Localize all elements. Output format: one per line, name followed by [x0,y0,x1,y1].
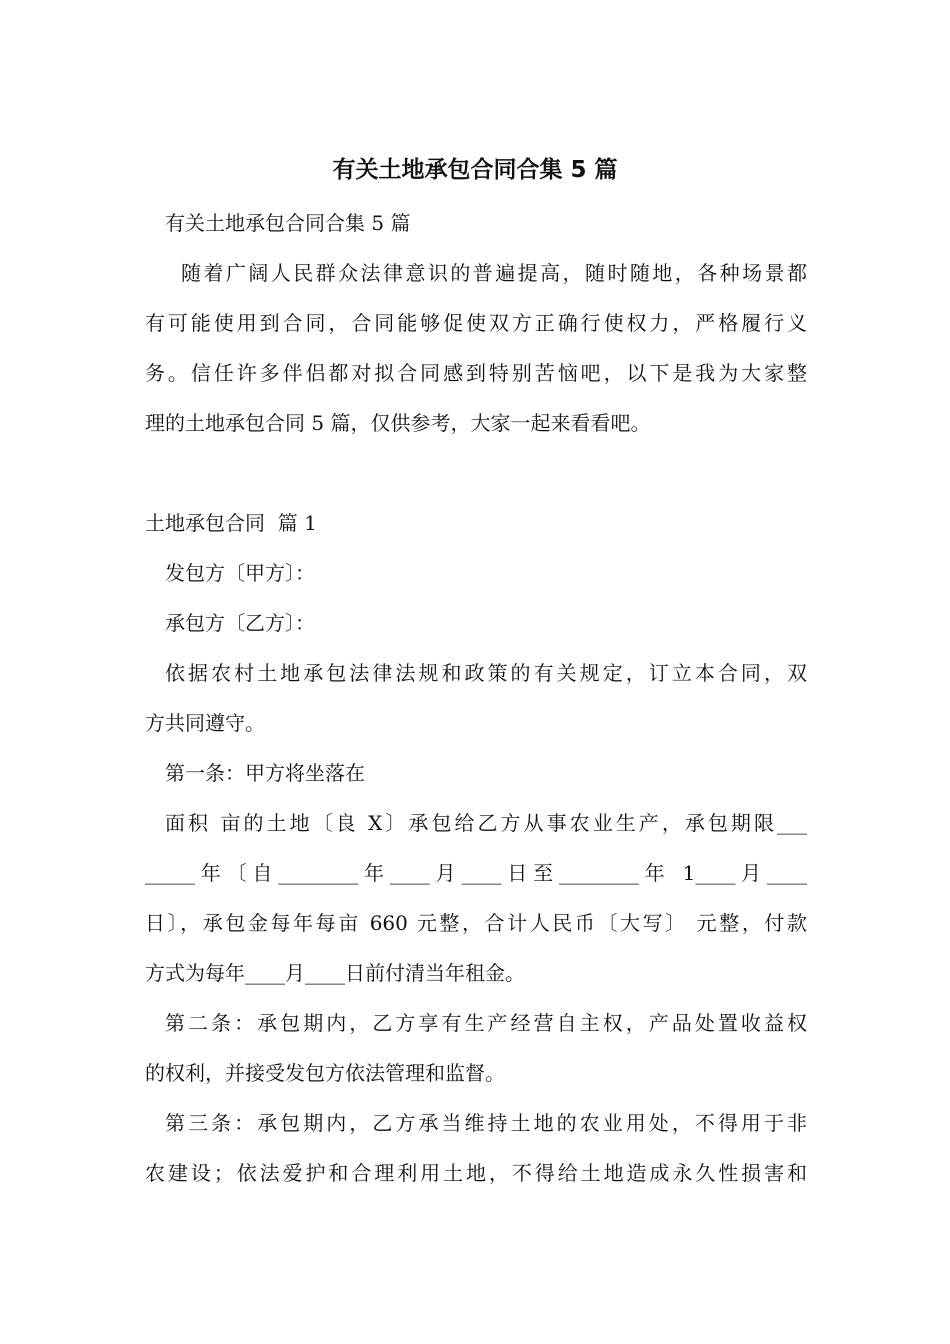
article1-line: 方式为每年____月____日前付清当年租金。 [145,961,525,985]
document-title: 有关土地承包合同合集 5 篇 [332,157,618,183]
article1-paragraph [145,798,807,998]
intro-line: 随着广阔人民群众法律意识的普遍提高，随时随地，各种场景都 [181,261,807,285]
intro-line: 有可能使用到合同，合同能够促使双方正确行使权力，严格履行义 [145,311,807,335]
article1-line: 日〕，承包金每年每亩 660 元整，合计人民币〔大写〕 元整，付款 [145,911,807,935]
preamble-line: 方共同遵守。 [145,711,265,735]
intro-paragraph [145,248,807,448]
paragraph-gap [145,448,807,498]
preamble-line: 依据农村土地承包法律法规和政策的有关规定，订立本合同，双 [165,661,807,685]
section-heading: 土地承包合同 篇 1 [145,511,317,535]
party-a-line: 发包方〔甲方〕： [165,561,315,585]
intro-line: 理的土地承包合同 5 篇，仅供参考，大家一起来看看吧。 [145,411,651,435]
article1-line: 面积 亩的土地〔良 X〕承包给乙方从事农业生产，承包期限___ [165,811,807,835]
document-subtitle: 有关土地承包合同合集 5 篇 [165,211,411,235]
article2-paragraph [145,998,807,1098]
article3-paragraph [145,1098,807,1198]
article2-line: 第二条：承包期内，乙方享有生产经营自主权，产品处置收益权 [165,1011,807,1035]
preamble-paragraph [145,648,807,748]
article1-line: _____年〔自________年____月____日至________年 1____月____ [145,861,807,885]
document-body [145,198,807,1198]
intro-line: 务。信任许多伴侣都对拟合同感到特别苦恼吧，以下是我为大家整 [145,361,807,385]
party-b-line: 承包方〔乙方〕： [165,611,315,635]
article1-heading: 第一条：甲方将坐落在 [165,761,365,785]
article3-line: 农建设；依法爱护和合理利用土地，不得给土地造成永久性损害和 [145,1161,807,1185]
article2-line: 的权利，并接受发包方依法管理和监督。 [145,1061,505,1085]
article3-line: 第三条：承包期内，乙方承当维持土地的农业用处，不得用于非 [165,1111,807,1135]
